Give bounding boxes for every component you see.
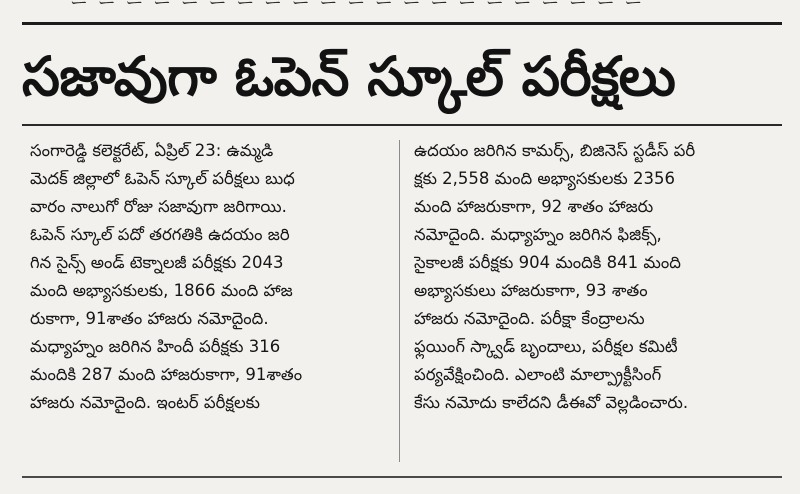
right-column xyxy=(414,137,778,417)
body-line: మందికి 287 మంది హాజరుకాగా, 91శాతం xyxy=(30,365,303,384)
body-line: పర్యవేక్షించింది. ఎలాంటి మాల్ప్రాక్టీసింగ్ xyxy=(414,365,662,384)
body-line: ఉదయం జరిగిన కామర్స్, బిజినెస్ స్టడీస్ పరీ xyxy=(414,141,696,160)
body-line: రుకాగా, 91శాతం హాజరు నమోదైంది. xyxy=(30,309,269,328)
column-divider xyxy=(399,140,400,462)
body-line: వారం నాలుగో రోజు సజావుగా జరిగాయి. xyxy=(30,197,287,216)
body-line: ఫ్లయింగ్ స్క్వాడ్ బృందాలు, పరీక్షల కమిటీ xyxy=(414,337,678,356)
body-line: మధ్యాహ్నం జరిగిన హిందీ పరీక్షకు 316 xyxy=(30,337,281,356)
headline-rule xyxy=(22,124,782,126)
body-line: అభ్యాసకులు హాజరుకాగా, 93 శాతం xyxy=(414,281,648,300)
previous-article-cut-edge xyxy=(0,0,800,18)
left-column xyxy=(30,137,394,417)
body-line: సైకాలజీ పరీక్షకు 904 మందికి 841 మంది xyxy=(414,253,681,272)
body-line: మెదక్ జిల్లాలో ఓపెన్ స్కూల్ పరీక్షలు బుధ xyxy=(30,169,295,188)
body-line: మంది హాజరుకాగా, 92 శాతం హాజరు xyxy=(414,197,654,216)
body-line: మంది అభ్యాసకులకు, 1866 మంది హాజ xyxy=(30,281,293,300)
body-line: నమోదైంది. మధ్యాహ్నం జరిగిన ఫిజిక్స్, xyxy=(414,225,662,244)
top-rule xyxy=(22,22,782,25)
body-line: హాజరు నమోదైంది. పరీక్షా కేంద్రాలను xyxy=(414,309,645,328)
body-line: కేసు నమోదు కాలేదని డీఈవో వెల్లడించారు. xyxy=(414,393,689,412)
cut-text-remnant: ー ー ー ー ー ー ー ー ー ー ー ー ー ー ー ー ー ー ー ー ー xyxy=(70,0,645,14)
headline: సజావుగా ఓపెన్ స్కూల్ పరీక్షలు xyxy=(22,45,676,108)
body-line: ఓపెన్ స్కూల్ పదో తరగతికి ఉదయం జరి xyxy=(30,225,290,244)
body-line: హాజరు నమోదైంది. ఇంటర్ పరీక్షలకు xyxy=(30,393,260,412)
body-line: సంగారెడ్డి కలెక్టరేట్, ఏప్రిల్ 23: ఉమ్మడి xyxy=(30,141,274,160)
bottom-rule xyxy=(22,476,782,478)
body-line: గిన సైన్స్ అండ్ టెక్నాలజీ పరీక్షకు 2043 xyxy=(30,253,284,272)
body-line: క్షకు 2,558 మంది అభ్యాసకులకు 2356 xyxy=(414,169,675,188)
